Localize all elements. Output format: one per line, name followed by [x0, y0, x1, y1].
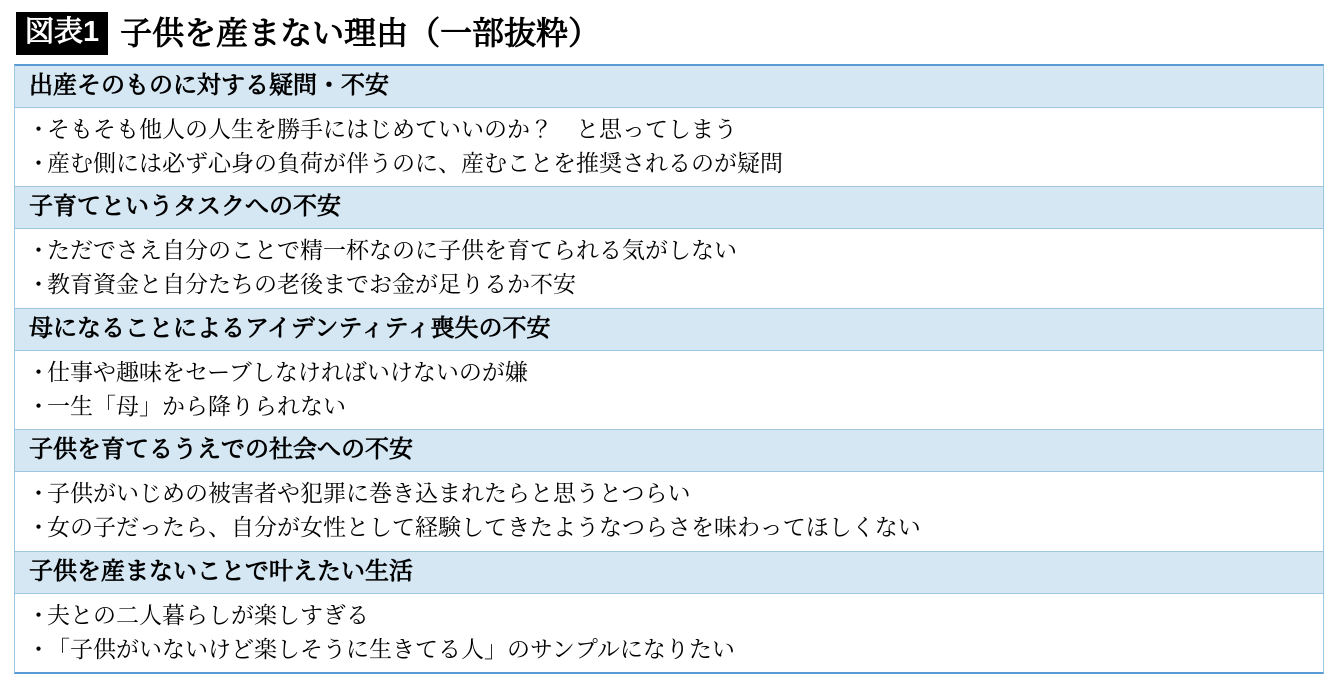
list-item-text: 教育資金と自分たちの老後までお金が足りるか不安	[47, 271, 576, 298]
list-item-text: 「子供がいないけど楽しそうに生きてる人」のサンプルになりたい	[47, 635, 735, 662]
section-heading-5: 子供を産まないことで叶えたい生活	[15, 551, 1323, 594]
list-item-text: 夫との二人暮らしが楽しすぎる	[47, 601, 369, 628]
figure-title-row	[14, 8, 1326, 58]
reasons-table	[14, 64, 1324, 674]
list-item-text: 子供がいじめの被害者や犯罪に巻き込まれたらと思うとつらい	[47, 480, 691, 507]
bullet-mark-icon: ・	[27, 635, 50, 662]
bullet-mark-icon: ・	[27, 392, 50, 419]
list-item-text: そもそも他人の人生を勝手にはじめていいのか？ と思ってしまう	[47, 116, 737, 142]
list-item	[27, 477, 1313, 511]
bullet-mark-icon: ・	[27, 480, 50, 507]
section-body-1	[15, 108, 1323, 186]
section-heading-3: 母になることによるアイデンティティ喪失の不安	[15, 308, 1323, 351]
section-heading-4: 子供を育てるうえでの社会への不安	[15, 429, 1323, 472]
list-item-text: 仕事や趣味をセーブしなければいけないのが嫌	[47, 358, 528, 385]
section-heading-2: 子育てというタスクへの不安	[15, 186, 1323, 229]
list-item	[27, 113, 1313, 147]
list-item	[27, 390, 1313, 424]
page-title: 子供を産まない理由（一部抜粋）	[120, 15, 601, 51]
bullet-mark-icon: ・	[27, 149, 50, 176]
section-body-2	[15, 229, 1323, 307]
list-item	[27, 356, 1313, 390]
list-item	[27, 268, 1313, 302]
bullet-mark-icon: ・	[27, 514, 50, 541]
bullet-mark-icon: ・	[27, 116, 50, 142]
list-item	[27, 633, 1313, 667]
bullet-mark-icon: ・	[27, 358, 50, 385]
list-item	[27, 511, 1313, 545]
bullet-mark-icon: ・	[27, 237, 50, 264]
figure-number-badge: 図表1	[16, 12, 108, 55]
section-body-3	[15, 351, 1323, 429]
list-item	[27, 147, 1313, 181]
section-body-5	[15, 594, 1323, 672]
list-item	[27, 599, 1313, 633]
section-body-4	[15, 472, 1323, 550]
list-item-text: 産む側には必ず心身の負荷が伴うのに、産むことを推奨されるのが疑問	[47, 149, 783, 176]
list-item-text: 一生「母」から降りられない	[47, 392, 346, 419]
list-item-text: 女の子だったら、自分が女性として経験してきたようなつらさを味わってほしくない	[47, 514, 921, 541]
bullet-mark-icon: ・	[27, 271, 50, 298]
list-item	[27, 234, 1313, 268]
list-item-text: ただでさえ自分のことで精一杯なのに子供を育てられる気がしない	[47, 237, 737, 264]
section-heading-1: 出産そのものに対する疑問・不安	[15, 66, 1323, 108]
bullet-mark-icon: ・	[27, 601, 50, 628]
